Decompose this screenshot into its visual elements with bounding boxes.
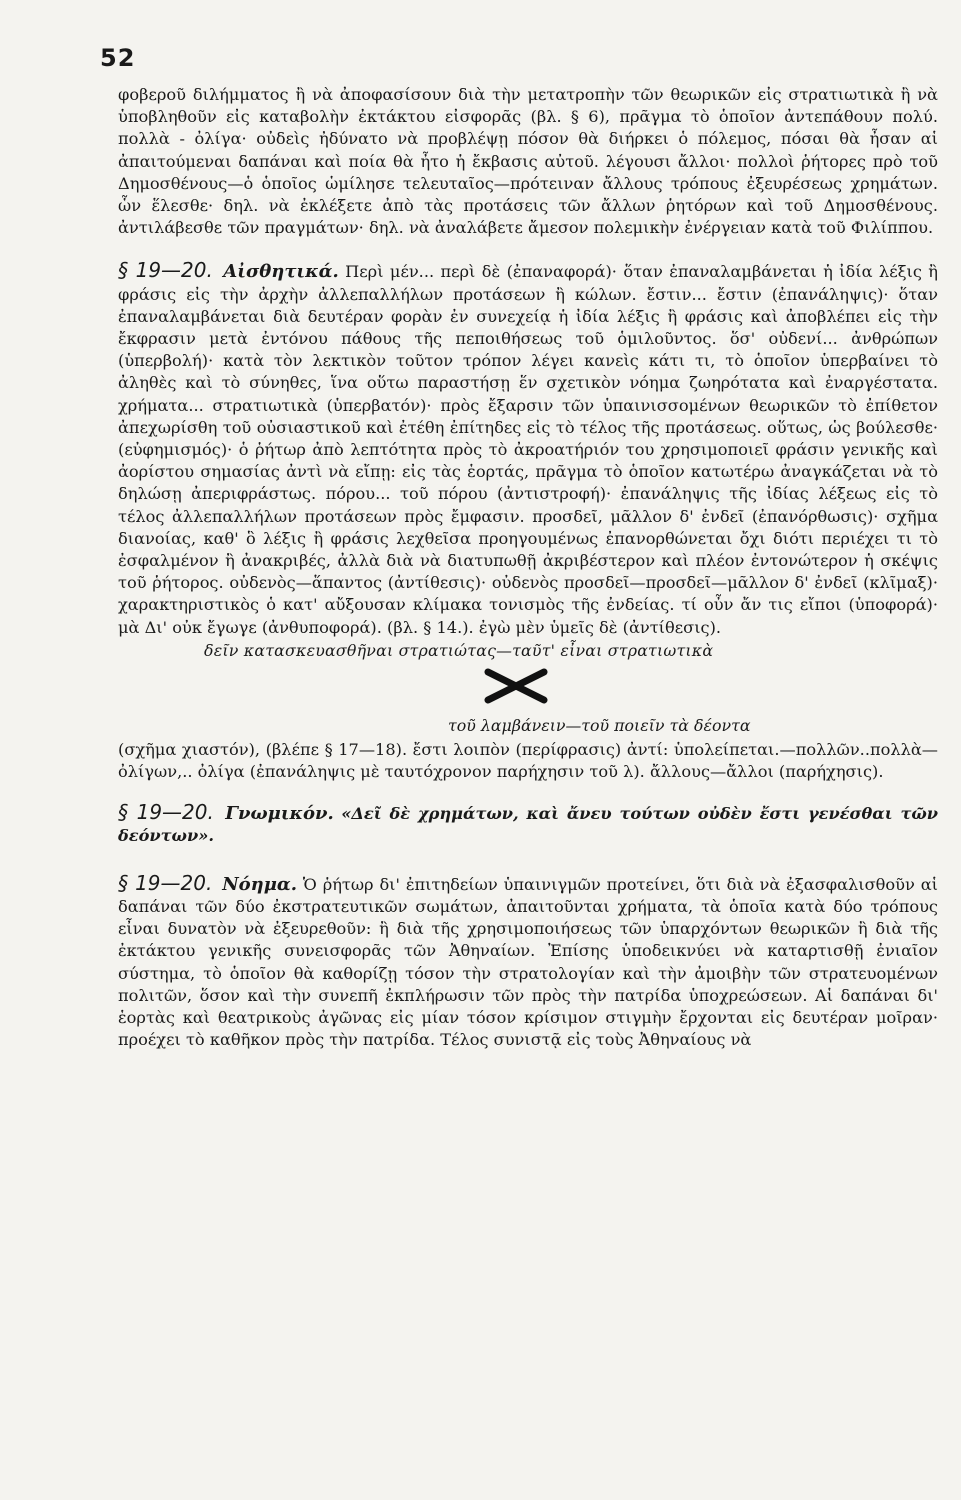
gnomic-section-text: «Δεῖ δὲ χρημάτων, καὶ ἄνευ τούτων οὐδὲν ἔστι γενέσθαι τῶν δεόντων». <box>118 804 938 846</box>
chiasmus-line-bottom: τοῦ λαμβάνειν—τοῦ ποιεῖν τὰ δέοντα <box>448 715 751 735</box>
meaning-section-title: Νόημα. <box>222 873 298 895</box>
aesthetic-section-ref: § 19—20. <box>118 258 213 283</box>
page-body <box>118 84 938 1051</box>
gnomic-section-title: Γνωμικόν. <box>225 803 334 825</box>
meaning-section <box>118 872 938 1052</box>
chiasmus-line-top: δεῖν κατασκευασθῆναι στρατιώτας—ταῦτ' εἶναι στρατιωτικὰ <box>204 640 714 660</box>
aesthetic-section-title: Αἰσθητικά. <box>223 261 339 283</box>
chiasmus-continuation: (σχῆμα χιαστόν), (βλέπε § 17—18). ἔστι λοιπὸν (περίφρασις) ἀντί: ὑπολείπεται.—πολλῶν..πολλὰ—ὀλίγων,.. ὀλίγα (ἐπανάληψις μὲ ταυτόχρονον παρήχησιν τοῦ λ). ἄλλους—ἄλλοι (παρήχησις). <box>118 739 938 782</box>
aesthetic-section-text: Περὶ μέν... περὶ δὲ (ἐπαναφορά)· ὅταν ἐπαναλαμβάνεται ἡ ἰδία λέξις ἢ φράσις εἰς τὴν ἀρχὴν ἀλλεπαλλήλων προτάσεων ἢ κώλων. ἔστιν... ἔστιν (ἐπανάληψις)· ὅταν ἐπαναλαμβάνεται διὰ δευτέραν φορὰν ἐν συνεχείᾳ ἡ ἰδία λέξις ἢ φράσις καὶ ἀποβλέπει εἰς τὴν ἔκφρασιν μετὰ ἐντόνου πάθους τῆς πεποιθήσεως τοῦ ὁμιλοῦντος. ὅσ' οὐδενί... ἀνθρώπων (ὑπερβολή)· κατὰ τὸν λεκτικὸν τοῦτον τρόπον λέγει κανεὶς κάτι τι, τὸ ὁποῖον ὑπερβαίνει τὸ ἀληθὲς καὶ τὸ σύνηθες, ἵνα οὕτω παραστήσῃ ἕν σχετικὸν νόημα ζωηρότατα καὶ ἐναργέστατα. χρήματα... στρατιωτικὰ (ὑπερβατόν)· πρὸς ἔξαρσιν τῶν ὑπαινισσομένων θεωρικῶν τὸ ἐπίθετον ἀπεχωρίσθη τοῦ οὐσιαστικοῦ καὶ ἐτέθη ἐπίτηδες εἰς τὸ τέλος τῆς προτάσεως. οὕτως, ὡς βούλεσθε· (εὐφημισμός)· ὁ ῥήτωρ ἀπὸ λεπτότητα πρὸς τὸ ἀκροατήριόν του χρησιμοποιεῖ φράσιν γενικῆς καὶ ἀορίστου σημασίας ἀντὶ νὰ εἴπῃ: εἰς τὰς ἑορτάς, πρᾶγμα τὸ ὁποῖον κατωτέρω ἀναγκάζεται νὰ τὸ δηλώσῃ ἀπεριφράστως. πόρου... τοῦ πόρου (ἀντιστροφή)· ἐπανάληψις τῆς ἰδίας λέξεως εἰς τὸ τέλος ἀλλεπαλλήλων προτάσεων πρὸς ἔμφασιν. προσδεῖ, μᾶλλον δ' ἐνδεῖ (ἐπανόρθωσις)· σχῆμα διανοίας, καθ' ὃ λέξις ἢ φράσις λεχθεῖσα προηγουμένως ἐπανορθώνεται ὄχι διότι περιέχει τι τὸ ἐσφαλμένον ἢ ἀνακριβές, ἀλλὰ διὰ νὰ διατυπωθῇ ἀκριβέστερον καὶ πλέον ἐντονώτερον ἡ σκέψις τοῦ ῥήτορος. οὐδενὸς—ἅπαντος (ἀντίθεσις)· οὐδενὸς προσδεῖ—προσδεῖ—μᾶλλον δ' ἐνδεῖ (κλῖμαξ)· χαρακτηριστικὸς ὁ κατ' αὔξουσαν κλίμακα τονισμὸς τῆς ἐνδείας. τί οὖν ἄν τις εἴποι (ὑποφορά)· μὰ Δι' οὐκ ἔγωγε (ἀνθυποφορά). (βλ. § 14.). ἐγὼ μὲν ὑμεῖς δὲ (ἀντίθεσις). <box>118 262 938 637</box>
gnomic-section-ref: § 19—20. <box>118 800 214 825</box>
aesthetic-section <box>118 259 938 638</box>
intro-paragraph: φοβεροῦ διλήμματος ἢ νὰ ἀποφασίσουν διὰ τὴν μετατροπὴν τῶν θεωρικῶν εἰς στρατιωτικὰ ἢ νὰ ὑποβληθοῦν εἰς καταβολὴν ἐκτάκτου εἰσφορᾶς (βλ. § 6), πρᾶγμα τὸ ὁποῖον ἀντεπάθουν πολύ. πολλὰ - ὀλίγα· οὐδεὶς ἠδύνατο νὰ προβλέψῃ πόσον θὰ διήρκει ὁ πόλεμος, πόσαι θὰ ἦσαν αἱ ἀπαιτούμεναι δαπάναι καὶ ποία θὰ ἦτο ἡ ἔκβασις αὐτοῦ. λέγουσι ἄλλοι· πολλοὶ ῥήτορες πρὸ τοῦ Δημοσθένους—ὁ ὁποῖος ὡμίλησε τελευταῖος—πρότειναν ἄλλους τρόπους ἐξευρέσεως χρημάτων. ὧν ἕλεσθε· δηλ. νὰ ἐκλέξετε ἀπὸ τὰς προτάσεις τῶν ἄλλων ῥητόρων καὶ τοῦ Δημοσθένους. ἀντιλάβεσθε τῶν πραγμάτων· δηλ. νὰ ἀναλάβετε ἄμεσον πολεμικὴν ἐνέργειαν κατὰ τοῦ Φιλίππου. <box>118 85 938 238</box>
chiasmus-cross-icon <box>484 666 548 706</box>
meaning-section-ref: § 19—20. <box>118 870 213 895</box>
page-number: 52 <box>100 44 136 72</box>
meaning-section-text: Ὁ ῥήτωρ δι' ἐπιτηδείων ὑπαινιγμῶν προτείνει, ὅτι διὰ νὰ ἐξασφαλισθοῦν αἱ δαπάναι τῶν δύο ἐκστρατευτικῶν σωμάτων, ἀπαιτοῦνται χρήματα, τὰ ὁποῖα κατὰ δύο τρόπους εἶναι δυνατὸν νὰ ἐξευρεθοῦν: ἢ διὰ τῆς χρησιμοποιήσεως τῶν ὑπαρχόντων θεωρικῶν ἢ διὰ τῆς ἐκτάκτου γενικῆς συνεισφορᾶς τῶν Ἀθηναίων. Ἐπίσης ὑποδεικνύει νὰ καταρτισθῇ ἐνιαῖον σύστημα, τὸ ὁποῖον θὰ καθορίζῃ τόσον τὴν στρατολογίαν καὶ τὴν ἀμοιβὴν τῶν στρατευομένων πολιτῶν, ὅσον καὶ τὴν συνεπῆ ἐκπλήρωσιν τῶν πρὸς τὴν πατρίδα ὑποχρεώσεων. Αἱ δαπάναι δι' ἑορτὰς καὶ θεατρικοὺς ἀγῶνας εἰς μίαν τόσον κρίσιμον στιγμὴν ἔρχονται εἰς δευτέραν μοῖραν· προέχει τὸ καθῆκον πρὸς τὴν πατρίδα. Τέλος συνιστᾷ εἰς τοὺς Ἀθηναίους νὰ <box>118 874 938 1050</box>
gnomic-section <box>118 801 938 847</box>
